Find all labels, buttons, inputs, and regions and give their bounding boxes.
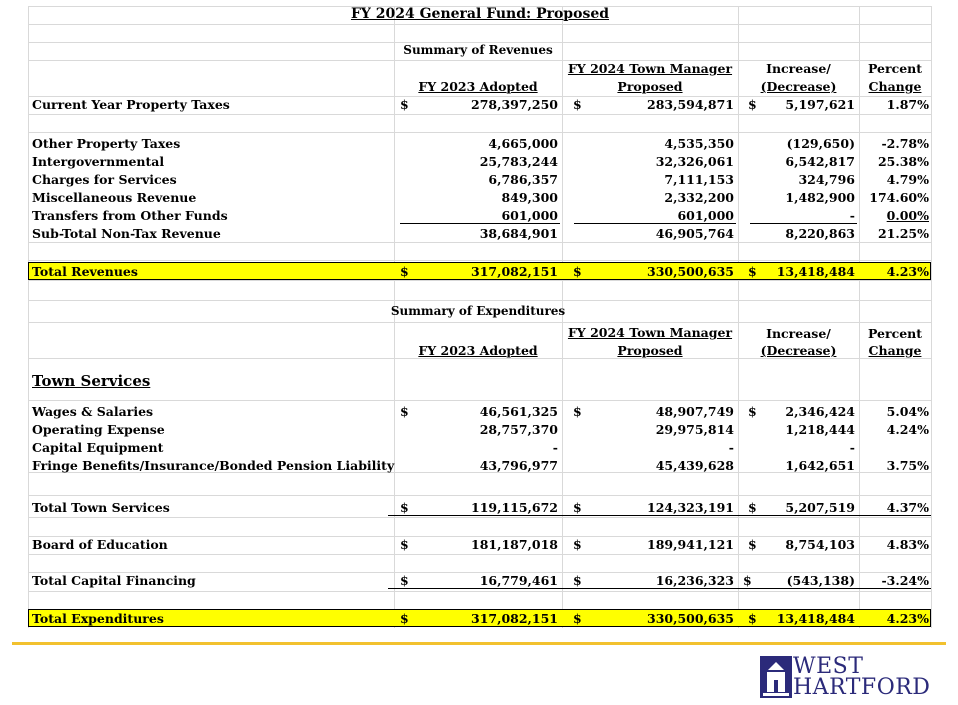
- fy2023-value: 849,300: [501, 190, 558, 205]
- pct-value: 21.25%: [877, 226, 929, 241]
- pct-value: 4.79%: [886, 172, 929, 187]
- expenditures-heading: Summary of Expenditures: [390, 304, 566, 318]
- rev-col-inc-l2: (Decrease): [760, 79, 837, 94]
- fy2023-value: 278,397,250: [471, 97, 558, 112]
- fy2024-value: 124,323,191: [647, 500, 734, 515]
- inc-value: 2,346,424: [785, 404, 855, 419]
- currency: $: [400, 264, 409, 279]
- fy2023-value: 317,082,151: [471, 264, 558, 279]
- rev-col-fy2024-l1: FY 2024 Town Manager: [567, 61, 733, 76]
- pct-value: 1.87%: [886, 97, 929, 112]
- fy2023-value: 16,779,461: [479, 573, 558, 588]
- currency: $: [400, 537, 409, 552]
- row-label: Total Capital Financing: [32, 573, 196, 588]
- currency: $: [573, 264, 582, 279]
- row-label: Total Revenues: [32, 264, 138, 279]
- inc-value: -: [849, 440, 855, 455]
- currency: $: [573, 537, 582, 552]
- row-label: Charges for Services: [32, 172, 177, 187]
- fy2023-value: 317,082,151: [471, 611, 558, 626]
- row-label: Fringe Benefits/Insurance/Bonded Pension Liability: [32, 458, 395, 473]
- currency: $: [400, 404, 409, 419]
- row-label: Board of Education: [32, 537, 168, 552]
- row-label: Total Expenditures: [32, 611, 164, 626]
- currency: $: [400, 611, 409, 626]
- rev-col-pct-l1: Percent: [867, 61, 923, 76]
- fy2024-value: 601,000: [677, 208, 734, 223]
- row-label: Intergovernmental: [32, 154, 165, 169]
- inc-value: 5,197,621: [785, 97, 855, 112]
- exp-col-fy2024-l1: FY 2024 Town Manager: [567, 325, 733, 340]
- pct-value: 4.23%: [886, 611, 929, 626]
- rev-col-inc-l1: Increase/: [766, 61, 831, 76]
- fy2024-value: 189,941,121: [647, 537, 734, 552]
- row-label: Operating Expense: [32, 422, 165, 437]
- row-label: Miscellaneous Revenue: [32, 190, 197, 205]
- pct-value: -3.24%: [881, 573, 929, 588]
- fy2024-value: 29,975,814: [655, 422, 734, 437]
- inc-value: 1,482,900: [785, 190, 855, 205]
- currency: $: [400, 97, 409, 112]
- inc-value: -: [849, 208, 855, 223]
- fy2023-value: 28,757,370: [479, 422, 558, 437]
- revenues-heading: Summary of Revenues: [403, 43, 553, 57]
- inc-value: 5,207,519: [785, 500, 855, 515]
- page-title: FY 2024 General Fund: Proposed: [350, 6, 610, 22]
- currency: $: [748, 537, 757, 552]
- fy2024-value: 330,500,635: [647, 611, 734, 626]
- currency: $: [573, 97, 582, 112]
- currency: $: [400, 500, 409, 515]
- pct-value: -2.78%: [881, 136, 929, 151]
- town-services-heading: Town Services: [32, 372, 151, 390]
- currency: $: [748, 611, 757, 626]
- west-hartford-logo: [760, 656, 930, 700]
- pct-value: 4.83%: [886, 537, 929, 552]
- fy2023-value: 119,115,672: [471, 500, 558, 515]
- pct-value: 4.23%: [886, 264, 929, 279]
- row-label: Wages & Salaries: [32, 404, 154, 419]
- currency: $: [573, 611, 582, 626]
- footer-rule: [12, 642, 946, 645]
- fy2024-value: -: [728, 440, 734, 455]
- pct-value: 3.75%: [886, 458, 929, 473]
- rev-col-fy2023: FY 2023 Adopted: [418, 79, 538, 94]
- pct-value: 0.00%: [886, 208, 929, 223]
- row-label: Capital Equipment: [32, 440, 164, 455]
- currency: $: [743, 573, 752, 588]
- fy2024-value: 4,535,350: [664, 136, 734, 151]
- fy2023-value: -: [552, 440, 558, 455]
- budget-sheet: [28, 6, 932, 628]
- row-label: Sub-Total Non-Tax Revenue: [32, 226, 221, 241]
- row-label: Total Town Services: [32, 500, 170, 515]
- currency: $: [748, 404, 757, 419]
- currency: $: [573, 500, 582, 515]
- fy2023-value: 181,187,018: [471, 537, 558, 552]
- pct-value: 4.37%: [886, 500, 929, 515]
- fy2023-value: 4,665,000: [488, 136, 558, 151]
- fy2024-value: 330,500,635: [647, 264, 734, 279]
- inc-value: 6,542,817: [785, 154, 855, 169]
- fy2023-value: 46,561,325: [479, 404, 558, 419]
- fy2023-value: 6,786,357: [488, 172, 558, 187]
- rev-col-pct-l2: Change: [868, 79, 922, 94]
- pct-value: 174.60%: [869, 190, 929, 205]
- fy2024-value: 46,905,764: [655, 226, 734, 241]
- rev-col-fy2024-l2: Proposed: [617, 79, 683, 94]
- row-label: Current Year Property Taxes: [32, 97, 230, 112]
- currency: $: [748, 264, 757, 279]
- inc-value: 13,418,484: [776, 264, 855, 279]
- inc-value: 1,218,444: [785, 422, 855, 437]
- row-label: Transfers from Other Funds: [32, 208, 228, 223]
- inc-value: 8,220,863: [785, 226, 855, 241]
- logo-line-2: HARTFORD: [793, 675, 931, 700]
- exp-col-inc-l2: (Decrease): [760, 343, 837, 358]
- fy2023-value: 43,796,977: [479, 458, 558, 473]
- exp-col-fy2024-l2: Proposed: [617, 343, 683, 358]
- inc-value: 13,418,484: [776, 611, 855, 626]
- row-label: Other Property Taxes: [32, 136, 181, 151]
- inc-value: 324,796: [798, 172, 855, 187]
- fy2024-value: 48,907,749: [655, 404, 734, 419]
- exp-col-pct-l1: Percent: [867, 326, 923, 341]
- fy2024-value: 32,326,061: [655, 154, 734, 169]
- inc-value: 1,642,651: [785, 458, 855, 473]
- fy2024-value: 283,594,871: [647, 97, 734, 112]
- fy2024-value: 16,236,323: [655, 573, 734, 588]
- pct-value: 4.24%: [886, 422, 929, 437]
- currency: $: [573, 404, 582, 419]
- currency: $: [573, 573, 582, 588]
- pct-value: 25.38%: [877, 154, 929, 169]
- fy2023-value: 601,000: [501, 208, 558, 223]
- fy2023-value: 25,783,244: [479, 154, 558, 169]
- inc-value: 8,754,103: [785, 537, 855, 552]
- exp-col-inc-l1: Increase/: [766, 326, 831, 341]
- town-seal-icon: [760, 656, 792, 698]
- fy2024-value: 2,332,200: [664, 190, 734, 205]
- currency: $: [400, 573, 409, 588]
- currency: $: [748, 500, 757, 515]
- exp-col-pct-l2: Change: [868, 343, 922, 358]
- inc-value: (543,138): [786, 573, 855, 588]
- fy2024-value: 45,439,628: [655, 458, 734, 473]
- currency: $: [748, 97, 757, 112]
- exp-col-fy2023: FY 2023 Adopted: [418, 343, 538, 358]
- pct-value: 5.04%: [886, 404, 929, 419]
- logo-line-1: WEST: [793, 654, 864, 679]
- fy2023-value: 38,684,901: [479, 226, 558, 241]
- inc-value: (129,650): [786, 136, 855, 151]
- fy2024-value: 7,111,153: [664, 172, 734, 187]
